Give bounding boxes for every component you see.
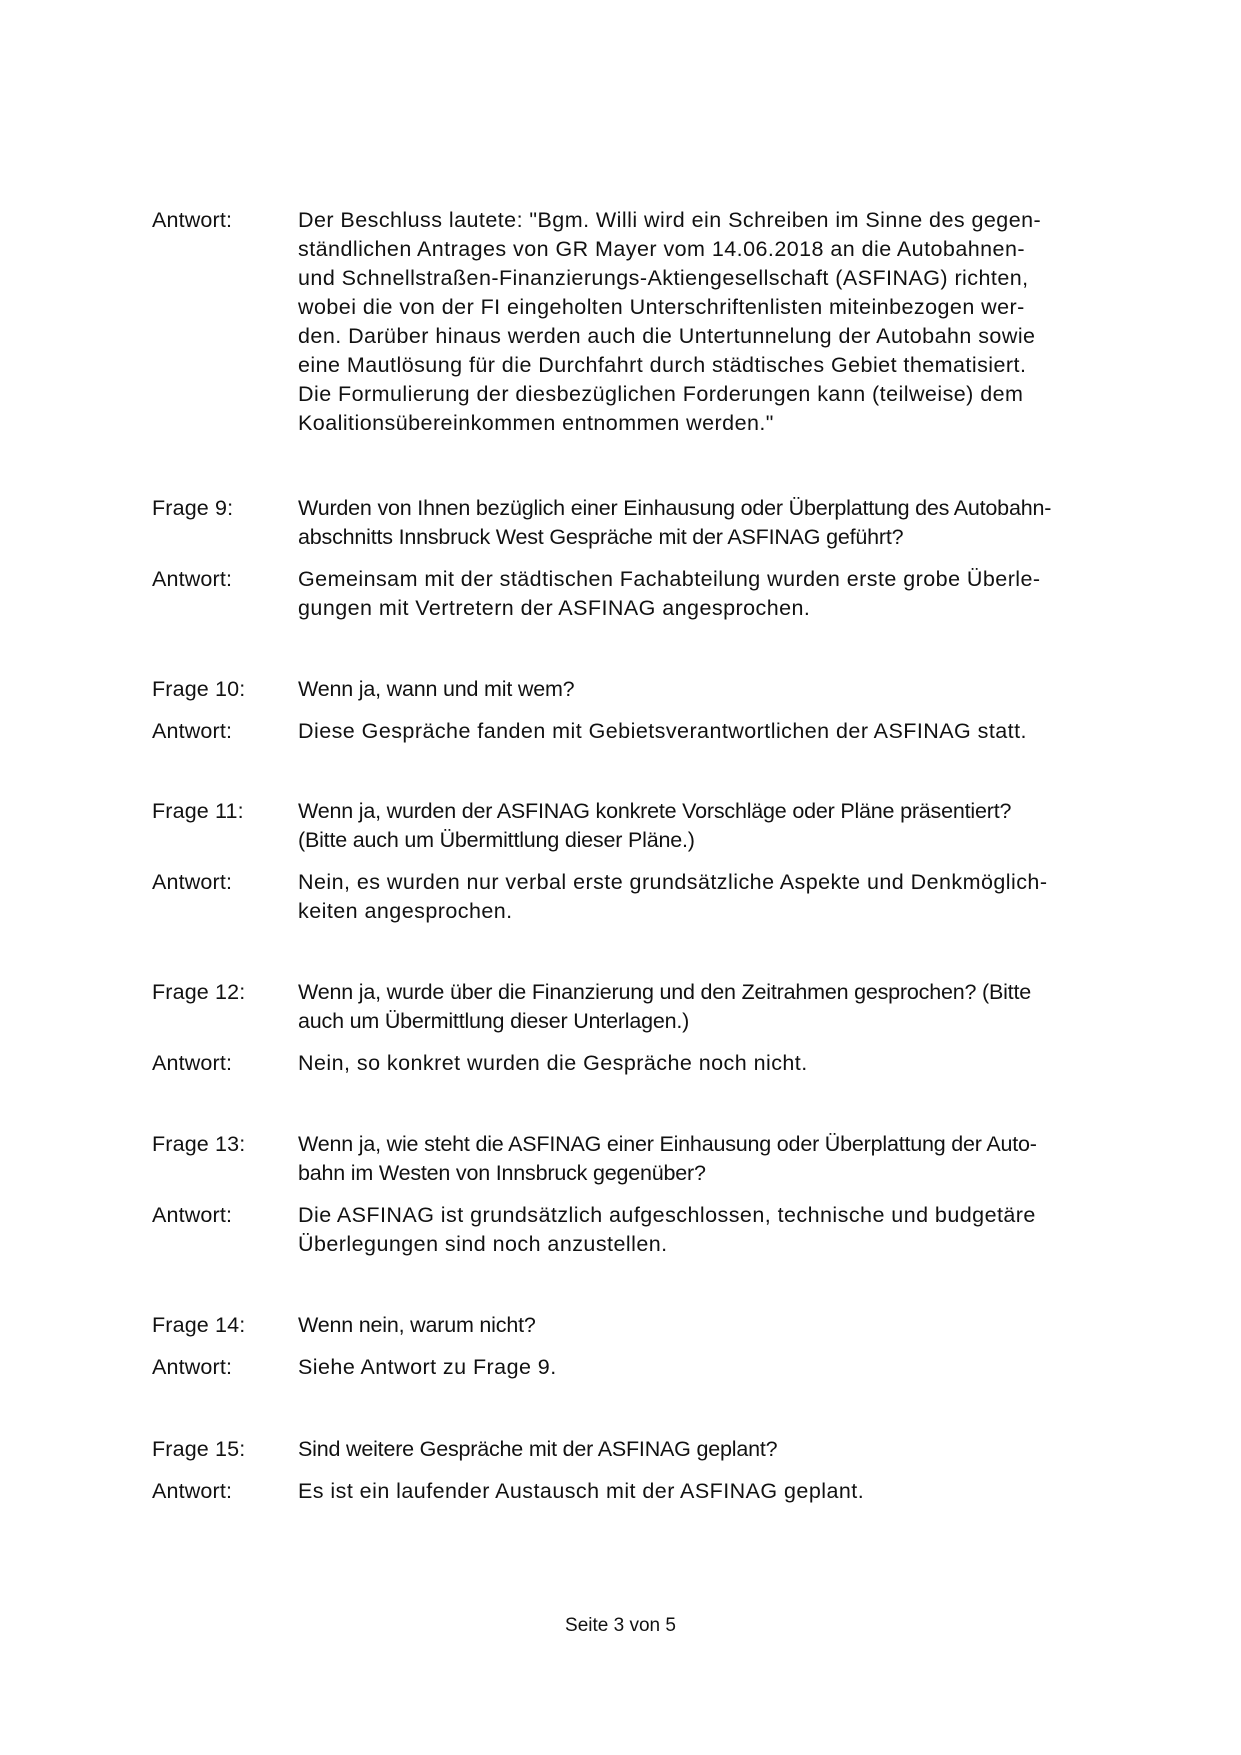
- question-label: Frage 10:: [152, 677, 246, 701]
- answer-row: [152, 868, 1122, 926]
- text-line: (Bitte auch um Übermittlung dieser Pläne.): [298, 828, 695, 852]
- text-line: Nein, es wurden nur verbal erste grundsätzliche Aspekte und Denkmöglich-: [298, 870, 1048, 894]
- qa-block-frage-13: [152, 1130, 1122, 1272]
- answer-text: [298, 565, 1122, 623]
- answer-text: [298, 1353, 1122, 1382]
- question-text: [298, 1435, 1122, 1464]
- answer-label: Antwort:: [152, 870, 233, 894]
- answer-label: Antwort:: [152, 208, 233, 232]
- text-line: Wurden von Ihnen bezüglich einer Einhausung oder Überplattung des Autobahn-: [298, 496, 1052, 520]
- answer-label: Antwort:: [152, 1051, 233, 1075]
- question-text: [298, 1130, 1122, 1188]
- question-row: [152, 1435, 1122, 1464]
- question-label: Frage 12:: [152, 980, 246, 1004]
- answer-text: [298, 868, 1122, 926]
- qa-block-frage-12: [152, 978, 1122, 1091]
- answer-label: Antwort:: [152, 1355, 233, 1379]
- text-line: Der Beschluss lautete: "Bgm. Willi wird ein Schreiben im Sinne des gegen-: [298, 208, 1042, 232]
- page-number-footer: Seite 3 von 5: [565, 1615, 676, 1636]
- text-line: Es ist ein laufender Austausch mit der ASFINAG geplant.: [298, 1479, 865, 1503]
- answer-row: [152, 1049, 1122, 1078]
- text-line: eine Mautlösung für die Durchfahrt durch städtisches Gebiet thematisiert.: [298, 353, 1027, 377]
- question-text: [298, 797, 1122, 855]
- answer-text: [298, 1049, 1122, 1078]
- answer-text: [298, 717, 1122, 746]
- answer-row: [152, 1201, 1122, 1259]
- question-row: [152, 494, 1122, 552]
- qa-block-frage-15: [152, 1435, 1122, 1519]
- question-label: Frage 15:: [152, 1437, 246, 1461]
- question-row: [152, 797, 1122, 855]
- text-line: Wenn nein, warum nicht?: [298, 1313, 536, 1337]
- text-line: Wenn ja, wie steht die ASFINAG einer Einhausung oder Überplattung der Auto-: [298, 1132, 1037, 1156]
- question-row: [152, 1311, 1122, 1340]
- text-line: Wenn ja, wurde über die Finanzierung und den Zeitrahmen gesprochen? (Bitte: [298, 980, 1031, 1004]
- question-label: Frage 11:: [152, 799, 244, 823]
- text-line: und Schnellstraßen-Finanzierungs-Aktiengesellschaft (ASFINAG) richten,: [298, 266, 1029, 290]
- answer-label: Antwort:: [152, 1479, 233, 1503]
- question-text: [298, 675, 1122, 704]
- qa-block-frage-9: [152, 494, 1122, 636]
- text-line: Überlegungen sind noch anzustellen.: [298, 1232, 668, 1256]
- qa-block-frage-14: [152, 1311, 1122, 1395]
- question-row: [152, 1130, 1122, 1188]
- text-line: wobei die von der FI eingeholten Unterschriftenlisten miteinbezogen wer-: [298, 295, 1025, 319]
- answer-label: Antwort:: [152, 1203, 233, 1227]
- answer-text: [298, 206, 1122, 438]
- question-label: Frage 13:: [152, 1132, 246, 1156]
- text-line: Nein, so konkret wurden die Gespräche noch nicht.: [298, 1051, 808, 1075]
- text-line: ständlichen Antrages von GR Mayer vom 14.06.2018 an die Autobahnen-: [298, 237, 1025, 261]
- text-line: keiten angesprochen.: [298, 899, 513, 923]
- text-line: bahn im Westen von Innsbruck gegenüber?: [298, 1161, 706, 1185]
- text-line: Diese Gespräche fanden mit Gebietsverantwortlichen der ASFINAG statt.: [298, 719, 1027, 743]
- answer-label: Antwort:: [152, 567, 233, 591]
- answer-row: [152, 1353, 1122, 1382]
- qa-block-frage-10: [152, 675, 1122, 759]
- text-line: gungen mit Vertretern der ASFINAG angesprochen.: [298, 596, 811, 620]
- text-line: Siehe Antwort zu Frage 9.: [298, 1355, 557, 1379]
- answer-text: [298, 1201, 1122, 1259]
- text-line: Gemeinsam mit der städtischen Fachabteilung wurden erste grobe Überle-: [298, 567, 1041, 591]
- question-text: [298, 978, 1122, 1036]
- qa-block-frage-11: [152, 797, 1122, 939]
- question-row: [152, 978, 1122, 1036]
- answer-row: [152, 206, 1122, 438]
- answer-row: [152, 717, 1122, 746]
- text-line: Die Formulierung der diesbezüglichen Forderungen kann (teilweise) dem: [298, 382, 1024, 406]
- text-line: Sind weitere Gespräche mit der ASFINAG geplant?: [298, 1437, 778, 1461]
- question-row: [152, 675, 1122, 704]
- question-text: [298, 1311, 1122, 1340]
- question-text: [298, 494, 1122, 552]
- text-line: abschnitts Innsbruck West Gespräche mit der ASFINAG geführt?: [298, 525, 904, 549]
- text-line: den. Darüber hinaus werden auch die Untertunnelung der Autobahn sowie: [298, 324, 1036, 348]
- answer-row: [152, 1477, 1122, 1506]
- intro-answer-block: [152, 206, 1122, 451]
- text-line: Wenn ja, wann und mit wem?: [298, 677, 575, 701]
- answer-label: Antwort:: [152, 719, 233, 743]
- text-line: auch um Übermittlung dieser Unterlagen.): [298, 1009, 690, 1033]
- question-label: Frage 9:: [152, 496, 234, 520]
- answer-row: [152, 565, 1122, 623]
- text-line: Koalitionsübereinkommen entnommen werden.": [298, 411, 774, 435]
- text-line: Die ASFINAG ist grundsätzlich aufgeschlossen, technische und budgetäre: [298, 1203, 1036, 1227]
- question-label: Frage 14:: [152, 1313, 246, 1337]
- answer-text: [298, 1477, 1122, 1506]
- text-line: Wenn ja, wurden der ASFINAG konkrete Vorschläge oder Pläne präsentiert?: [298, 799, 1012, 823]
